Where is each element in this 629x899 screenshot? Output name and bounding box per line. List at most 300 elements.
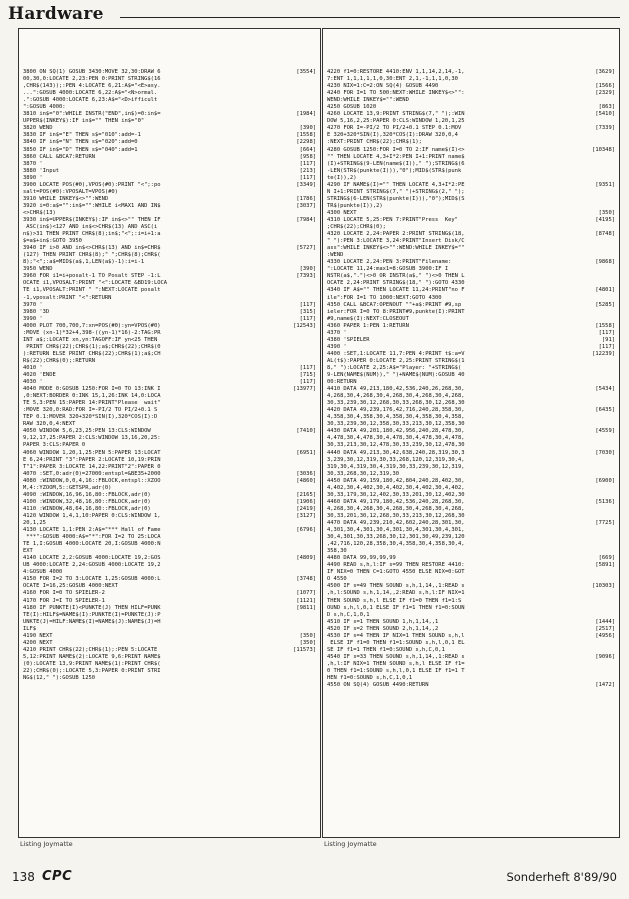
code-text: 3880 'Input	[23, 167, 60, 174]
code-line	[23, 520, 316, 527]
code-text: OCATE i1,VPOSALT:PRINT "<":LOCATE &BD19:LOCA	[23, 280, 168, 287]
code-line	[327, 548, 615, 555]
code-text: 4030 '	[23, 379, 43, 386]
code-text: 4420 DATA 49,239,176,42,716,240,28,358,30,	[327, 407, 465, 414]
checksum: [213]	[299, 167, 316, 174]
code-line	[23, 168, 316, 175]
code-line	[327, 513, 615, 520]
code-line	[23, 372, 316, 379]
checksum: [7410]	[296, 428, 316, 435]
code-text: (I)+STRING$(9-LEN(name$(I))," ");STRING$(6	[327, 160, 465, 167]
code-text: 3950 WEND	[23, 266, 53, 273]
code-line	[23, 351, 316, 358]
checksum: [117]	[299, 315, 316, 322]
code-line	[23, 442, 316, 449]
checksum: [350]	[598, 209, 615, 216]
code-text: 319,30,4,319,30,4,319,30,33,239,30,12,319,	[327, 463, 465, 470]
code-line	[23, 302, 316, 309]
code-line	[23, 562, 316, 569]
code-line	[327, 139, 615, 146]
code-text: ,42,716,120,28,358,30,4,358,30,4,358,30,4,	[327, 541, 465, 548]
code-text: 4190 NEXT	[23, 632, 53, 639]
code-line	[327, 245, 615, 252]
checksum: [117]	[598, 343, 615, 350]
code-text: SE IF f1=1 THEN f1=0:SOUND s,h,C,0,1	[327, 646, 445, 653]
code-text: 3910 WHILE INKEY$<>"":WEND	[23, 195, 109, 202]
page-footer	[0, 866, 629, 896]
code-line	[327, 576, 615, 583]
code-text: 4430 DATA 49,201,180,42,956,240,28,478,30,	[327, 428, 465, 435]
code-line	[327, 189, 615, 196]
checksum: [6900]	[595, 477, 615, 484]
listing-left	[23, 69, 316, 837]
checksum: [1558]	[595, 322, 615, 329]
code-text: 4400 :SET,1:LOCATE 11,7:PEN 4:PRINT t$:a=V	[327, 350, 465, 357]
checksum: [3629]	[595, 69, 615, 75]
code-text: " "):PEN 3:LOCATE 3,24:PRINT"Insert Disk/C	[327, 238, 465, 245]
code-text: ILF$	[23, 625, 37, 632]
code-line	[23, 379, 316, 386]
code-text: 4,478,30,4,478,30,4,478,30,4,478,30,4,478,	[327, 435, 465, 442]
code-line	[327, 619, 615, 626]
code-line	[23, 231, 316, 238]
checksum: [4809]	[296, 555, 316, 562]
code-text: 4130 LOCATE 1,1:PEN 2:A$="*** Hall of Fame	[23, 527, 161, 534]
code-text: 4100 :WINDOW,32,48,16,80::FBLOCK,adr(0)	[23, 498, 151, 505]
code-line	[23, 132, 316, 139]
code-line	[327, 238, 615, 245]
code-line	[327, 457, 615, 464]
listing-caption-right: Listing Joymatte	[324, 840, 377, 848]
section-title: Hardware	[8, 4, 108, 24]
code-text: 4170 FOR J=I TO SPIELER-1	[23, 597, 105, 604]
code-text: 4540 IF s=33 THEN SOUND s,h,1,14,,1:READ s	[327, 653, 465, 660]
code-line	[23, 407, 316, 414]
code-line	[327, 598, 615, 605]
code-line	[23, 527, 316, 534]
code-line	[327, 330, 615, 337]
code-text: AL(t$):PAPER 0:LOCATE 2,25:PRINT STRING$(1	[327, 357, 465, 364]
code-text: TE 5,3:PEN 15:PAPER 14:PRINT"Please wait"	[23, 400, 161, 407]
checksum: [7393]	[296, 273, 316, 280]
code-text: 4200 NEXT	[23, 639, 53, 646]
code-text: 4180 IF PUNKTE(I)<PUNKTE(J) THEN HILF=PUNK	[23, 604, 161, 611]
code-line	[23, 365, 316, 372]
page-number: 138	[12, 870, 35, 884]
code-line	[327, 295, 615, 302]
code-line	[327, 351, 615, 358]
code-line	[327, 344, 615, 351]
code-line	[23, 464, 316, 471]
checksum: [117]	[299, 364, 316, 371]
code-text: :MOVE 320,0:RAD:FOR I=-PI/2 TO PI/2+0.1 S	[23, 407, 158, 414]
code-text: 00,30,0:LOCATE 2,23:PEN 0:PRINT STRING$(16	[23, 76, 161, 83]
code-text: ass":WHILE INKEY$<>"":WEND:WHILE INKEY$=""	[327, 245, 465, 252]
code-text: 3830 IF in$="E" THEN s$="010":add=-1	[23, 132, 141, 139]
code-text: 4410 DATA 49,213,180,42,536,240,26,268,30,	[327, 386, 465, 393]
code-line	[23, 393, 316, 400]
code-line	[23, 287, 316, 294]
code-text: TE(I):HILF$=NAME$(I):PUNKTE(I)=PUNKTE(J):P	[23, 611, 161, 618]
checksum: [6796]	[296, 527, 316, 534]
code-text: <>CHR$(13)	[23, 209, 56, 216]
code-text: RAW 320,0,4:NEXT	[23, 421, 76, 428]
checksum: [3349]	[296, 181, 316, 188]
code-line	[23, 309, 316, 316]
checksum: [5410]	[595, 111, 615, 118]
code-line	[23, 598, 316, 605]
code-line	[327, 266, 615, 273]
issue-label: Sonderheft 8'89/90	[506, 870, 617, 884]
checksum: [6435]	[595, 407, 615, 414]
code-text: 00:RETURN	[327, 379, 357, 386]
code-line	[327, 69, 615, 76]
checksum: [10348]	[592, 146, 615, 153]
checksum: [1906]	[296, 498, 316, 505]
checksum: [117]	[299, 174, 316, 181]
code-text: ile":FOR I=1 TO 1000:NEXT:GOTO 4300	[327, 294, 442, 301]
code-line	[327, 435, 615, 442]
checksum: [10303]	[592, 583, 615, 590]
code-line	[327, 252, 615, 259]
code-line	[327, 527, 615, 534]
code-line	[23, 583, 316, 590]
code-text: 30,33,201,30,12,268,30,33,213,30,12,268,30	[327, 512, 465, 519]
code-line	[23, 175, 316, 182]
code-line	[327, 132, 615, 139]
code-line	[23, 450, 316, 457]
page-header	[8, 4, 620, 26]
checksum: [3748]	[296, 576, 316, 583]
code-text: OUND s,h,l,0,1 ELSE IF f1=1 THEN f1=0:SOUN	[327, 604, 465, 611]
code-text: 4240 FOR I=1 TO 500:NEXT:WHILE INKEY$<>"":	[327, 90, 465, 97]
code-line	[23, 661, 316, 668]
checksum: [863]	[598, 104, 615, 111]
code-text: 8," "):LOCATE 2,25:A$="Player: "+STRING$(	[327, 364, 462, 371]
code-text: PAPER 3:CLS:PAPER 0	[23, 442, 86, 449]
code-text: 4080 :WINDOW,0,0,4,16::FBLOCK,entspl::XZOO	[23, 477, 161, 484]
code-text: :WEND	[327, 252, 344, 259]
checksum: [9351]	[595, 181, 615, 188]
code-text: 4,301,30,4,301,30,4,301,30,4,301,30,4,301,	[327, 527, 465, 534]
code-text: 4110 :WINDOW,48,64,16,80::FBLOCK,adr(0)	[23, 505, 151, 512]
code-line	[327, 111, 615, 118]
code-text: 3800 ON SQ(1) GOSUB 3430:MOVE 32,30:DRAW 6	[23, 69, 161, 75]
code-line	[23, 435, 316, 442]
checksum: [91]	[601, 336, 615, 343]
code-text: 4330 LOCATE 2,24:PEN 3:PRINT"Filename:	[327, 259, 452, 266]
code-line	[23, 344, 316, 351]
checksum: [664]	[299, 146, 316, 153]
code-text: 4370 '	[327, 329, 347, 336]
checksum: [4860]	[296, 477, 316, 484]
code-line	[327, 175, 615, 182]
checksum: [350]	[299, 639, 316, 646]
code-text: INT a$;:LOCATE xn,yn:TAGOFF:IF yn<25 THEN	[23, 336, 158, 343]
code-line	[23, 104, 316, 111]
code-text: OCATE 2,24:PRINT STRING$(18," "):GOTO 4330	[327, 280, 465, 287]
code-line	[23, 414, 316, 421]
code-line	[327, 555, 615, 562]
code-text: 4320 LOCATE 2,24:PAPER 2:PRINT STRING$(18,	[327, 231, 465, 238]
code-line	[23, 499, 316, 506]
code-text: .":GOSUB 4000:LOCATE 6,23:A$="<D>ifficult	[23, 97, 158, 104]
code-text: UB 4000:LOCATE 2,24:GOSUB 4000:LOCATE 19,2	[23, 562, 161, 569]
code-line	[327, 125, 615, 132]
code-text: 22);CHR$(0);:LOCATE 5,3:PAPER 0:PRINT STRI	[23, 667, 161, 674]
code-line	[23, 273, 316, 280]
code-text: (0):LOCATE 13,9:PRINT NAME$(1):PRINT CHR$(	[23, 660, 161, 667]
code-line	[327, 161, 615, 168]
code-text: ***":GOSUB 4000:A$="*":FOR I=2 TO 25:LOCA	[23, 534, 161, 541]
code-line	[23, 111, 316, 118]
code-line	[327, 210, 615, 217]
code-text: ...":GOSUB 4000:LOCATE 6,22:A$="<N>ormal.	[23, 90, 158, 97]
code-text: 3810 in$="0":WHILE INSTR("END",in$)=0:in$=	[23, 111, 161, 118]
code-line	[23, 266, 316, 273]
checksum: [5285]	[595, 301, 615, 308]
code-text: TEP 0.1:MOVER 320+320*SIN(I),320*COS(I):D	[23, 414, 158, 421]
code-line	[23, 590, 316, 597]
code-text: n$)>31 THEN PRINT CHR$(8);in$;"<";:i=i+1:a	[23, 231, 161, 238]
code-text: ,h,l:IF NIX=1 THEN SOUND s,h,l ELSE IF f1=	[327, 660, 465, 667]
code-line	[327, 506, 615, 513]
code-line	[327, 590, 615, 597]
code-line	[23, 196, 316, 203]
code-text: :NEXT:PRINT CHR$(22);CHR$(1);	[327, 139, 422, 146]
code-text: 4160 FOR I=0 TO SPIELER-2	[23, 590, 105, 597]
code-line	[23, 139, 316, 146]
checksum: [1121]	[296, 597, 316, 604]
checksum: [9811]	[296, 604, 316, 611]
code-text: 4040 MODE 0:GOSUB 1250:FOR I=0 TO 13:INK I	[23, 386, 161, 393]
code-line	[23, 161, 316, 168]
code-line	[23, 626, 316, 633]
code-text: 30,33,213,30,12,478,30,33,239,30,12,478,30	[327, 442, 465, 449]
code-text: 4340 IF A$="" THEN LOCATE 11,24:PRINT"no F	[327, 287, 465, 294]
code-text: EXT	[23, 548, 33, 555]
code-line	[23, 541, 316, 548]
code-line	[23, 506, 316, 513]
checksum: [5434]	[595, 386, 615, 393]
code-text: 7:ENT 1,1,1,1,1,0,30:ENT 2,1,-1,1,1,0,30	[327, 76, 458, 83]
code-line	[327, 654, 615, 661]
code-line	[23, 252, 316, 259]
code-line	[327, 365, 615, 372]
code-text: 4490 READ s,h,l:IF s=99 THEN RESTORE 4410:	[327, 562, 465, 569]
code-line	[23, 619, 316, 626]
code-line	[23, 612, 316, 619]
code-line	[23, 224, 316, 231]
code-text: ASC(in$)<127 AND in$<>CHR$(13) AND ASC(i	[23, 224, 158, 231]
code-line	[23, 633, 316, 640]
code-line	[327, 492, 615, 499]
code-text: 4450 DATA 49,159,180,42,804,240,28,402,30,	[327, 477, 465, 484]
code-text: 4470 DATA 49,239,210,42,602,240,28,301,30,	[327, 520, 465, 526]
code-line	[327, 154, 615, 161]
code-text: THEN SOUND s,h,l ELSE IF f1=0 THEN f1=1:S	[327, 597, 462, 604]
checksum: [1786]	[296, 195, 316, 202]
code-text: 4510 IF s=1 THEN SOUND 1,h,1,14,,1	[327, 618, 439, 625]
code-line	[23, 492, 316, 499]
code-line	[327, 682, 615, 689]
checksum: [390]	[299, 266, 316, 273]
code-text: 3960 FOR i1=i+posalt-1 TO Posalt STEP -1:L	[23, 273, 161, 280]
code-text: PRINT CHR$(22);CHR$(1);a$;CHR$(22);CHR$(0	[23, 343, 161, 350]
checksum: [12543]	[293, 322, 316, 329]
code-text: TE 1,I:GOSUB 4000:LOCATE 20,I:GOSUB 4000:N	[23, 541, 161, 548]
code-text: 9,12,17,25:PAPER 2:CLS:WINDOW 13,16,20,25:	[23, 435, 161, 442]
code-line	[327, 520, 615, 527]
code-text: 3850 IF in$="D" THEN s$="040":add=1	[23, 146, 138, 153]
header-rule	[120, 17, 620, 18]
code-text: ,h,l:SOUND s,h,1,14,,2:READ s,h,l:IF NIX=1	[327, 590, 465, 597]
code-text: 4140 LOCATE 2,2:GOSUB 4000:LOCATE 19,2:GOS	[23, 555, 161, 562]
code-line	[327, 400, 615, 407]
checksum: [7030]	[595, 449, 615, 456]
code-line	[23, 647, 316, 654]
listing-box-left	[18, 28, 321, 838]
code-line	[327, 379, 615, 386]
code-line	[327, 569, 615, 576]
code-line	[23, 245, 316, 252]
code-text: ":GOSUB 4000:	[23, 104, 66, 111]
code-text: STRING$(6-LEN(STR$(punkte(I))),"0");MID$(S	[327, 195, 465, 202]
code-text: -1,vposalt:PRINT "<":RETURN	[23, 294, 112, 301]
code-line	[23, 605, 316, 612]
code-text: 4,268,30,4,268,30,4,268,30,4,268,30,4,268,	[327, 393, 465, 400]
code-text: 4,358,30,4,358,30,4,358,30,4,358,30,4,358,	[327, 414, 465, 421]
code-line	[23, 154, 316, 161]
code-line	[327, 287, 615, 294]
code-text: -LEN(STR$(punkte(I))),"0");MID$(STR$(punk	[327, 167, 462, 174]
code-text: 30,33,179,30,12,402,30,33,201,30,12,402,30	[327, 491, 465, 498]
code-text: 4520 IF s=2 THEN SOUND 2,h,1,14,,2	[327, 625, 439, 632]
code-text: 4270 FOR I=-PI/2 TO PI/2+0.1 STEP 0.1:MOV	[327, 125, 462, 132]
code-line	[327, 97, 615, 104]
code-line	[23, 386, 316, 393]
listing-right	[327, 69, 615, 837]
code-line	[327, 182, 615, 189]
code-line	[23, 330, 316, 337]
code-line	[327, 386, 615, 393]
code-text: 4150 FOR I=2 TO 3:LOCATE 1,25:GOSUB 4000:L	[23, 576, 161, 583]
code-text: 4000 PLOT 700,700,7:xn=POS(#0):yn=VPOS(#0)	[23, 322, 161, 329]
code-text: 4350 CALL &BCA7:OPENOUT ""+a$:PRINT #9,sp	[327, 301, 462, 308]
checksum: [2165]	[296, 491, 316, 498]
checksum: [117]	[299, 379, 316, 386]
code-line	[23, 125, 316, 132]
checksum: [11573]	[293, 646, 316, 653]
checksum: [5727]	[296, 245, 316, 252]
code-text: 3860 CALL &BCA7:RETURN	[23, 153, 96, 160]
code-text: $=a$+in$:GOTO 3950	[23, 238, 82, 245]
code-line	[327, 478, 615, 485]
code-text: 4120 WINDOW 1,4,1,10:PAPER 0:CLS:WINDOW 1,	[23, 512, 161, 519]
checksum: [5891]	[595, 562, 615, 569]
code-text: IF NIX=0 THEN C=1:GOTO 4550 ELSE NIX=0:GOT	[327, 569, 465, 576]
code-line	[327, 372, 615, 379]
code-line	[23, 337, 316, 344]
listing-box-right	[322, 28, 620, 838]
code-text: 4440 DATA 49,213,30,42,638,240,28,319,30,3	[327, 449, 465, 456]
code-line	[23, 471, 316, 478]
code-text: 4460 DATA 49,179,180,42,536,240,28,268,30,	[327, 498, 465, 505]
code-text: 4070 :SET,0:adr(0)=27000:entspl=&BE35+2000	[23, 470, 161, 477]
code-text: "" THEN LOCATE 4,3+I*2:PEN I+1:PRINT name$	[327, 153, 465, 160]
checksum: [1077]	[296, 590, 316, 597]
checksum: [958]	[299, 153, 316, 160]
code-text: :MOVE (xn-1)*32+4,398-((yn-1)*16)-2:TAG:PR	[23, 329, 161, 336]
checksum: [117]	[299, 301, 316, 308]
code-line	[23, 83, 316, 90]
code-line	[327, 647, 615, 654]
code-line	[327, 668, 615, 675]
code-line	[23, 640, 316, 647]
code-line	[23, 238, 316, 245]
code-text: te(I)),2)	[327, 174, 357, 181]
code-line	[327, 168, 615, 175]
code-line	[327, 316, 615, 323]
code-text: 4:GOSUB 4000	[23, 569, 63, 576]
code-text: 4480 DATA 99,99,99,99	[327, 555, 396, 562]
code-line	[23, 189, 316, 196]
code-text: 8);"<";:a$=MID$(a$,1,LEN(a$)-1):i=i-1	[23, 259, 145, 266]
code-line	[327, 562, 615, 569]
checksum: [9096]	[595, 653, 615, 660]
code-text: 4250 GOSUB 1020	[327, 104, 377, 111]
code-text: 4360 PAPER 1:PEN 1:RETURN	[327, 322, 409, 329]
code-text: 3940 IF i>0 AND in$<>CHR$(13) AND in$=CHR$	[23, 245, 161, 252]
code-text: 4280 GOSUB 1250:FOR I=0 TO 2:IF name$(I)<>	[327, 146, 465, 153]
code-text: 4220 f1=0:RESTORE 4410:ENV 1,1,14,2,14,-1,	[327, 69, 465, 75]
code-line	[23, 147, 316, 154]
code-text: 4090 :WINDOW,16,96,16,80::FBLOCK,adr(0)	[23, 491, 151, 498]
code-line	[327, 259, 615, 266]
code-text: 4,402,30,4,402,30,4,402,30,4,402,30,4,402,	[327, 484, 465, 491]
code-text: 0 THEN f1=1:SOUND s,h,l,0,1 ELSE IF f1=1 T	[327, 667, 465, 674]
checksum: [4801]	[595, 287, 615, 294]
checksum: [1472]	[595, 682, 615, 689]
code-line	[327, 358, 615, 365]
code-line	[327, 231, 615, 238]
code-text: 3980 '3D	[23, 308, 50, 315]
code-line	[23, 259, 316, 266]
code-line	[23, 400, 316, 407]
code-line	[23, 182, 316, 189]
code-line	[23, 478, 316, 485]
code-line	[23, 654, 316, 661]
code-line	[327, 534, 615, 541]
code-text: 30,33,239,30,12,358,30,33,213,30,12,358,30	[327, 421, 465, 428]
code-text: 3920 i=0:a$="":in$="":WHILE i<MAX1 AND IN$	[23, 202, 161, 209]
checksum: [4559]	[595, 428, 615, 435]
checksum: [3036]	[296, 470, 316, 477]
code-text: UNKTE(J)=HILF:NAME$(I)=NAME$(J):NAME$(J)=H	[23, 618, 161, 625]
code-line	[23, 316, 316, 323]
checksum: [5136]	[595, 498, 615, 505]
code-text: 20,1,25	[23, 520, 46, 526]
code-line	[327, 633, 615, 640]
code-line	[327, 414, 615, 421]
code-line	[327, 224, 615, 231]
code-line	[327, 661, 615, 668]
code-line	[327, 421, 615, 428]
code-text: DOW 5,16,2,25:PAPER 0:CLS:WINDOW 1,20,1,25	[327, 118, 465, 125]
code-text: 30,4,301,30,33,268,30,12,301,30,49,239,120	[327, 534, 465, 541]
code-line	[23, 97, 316, 104]
checksum: [1558]	[296, 132, 316, 139]
